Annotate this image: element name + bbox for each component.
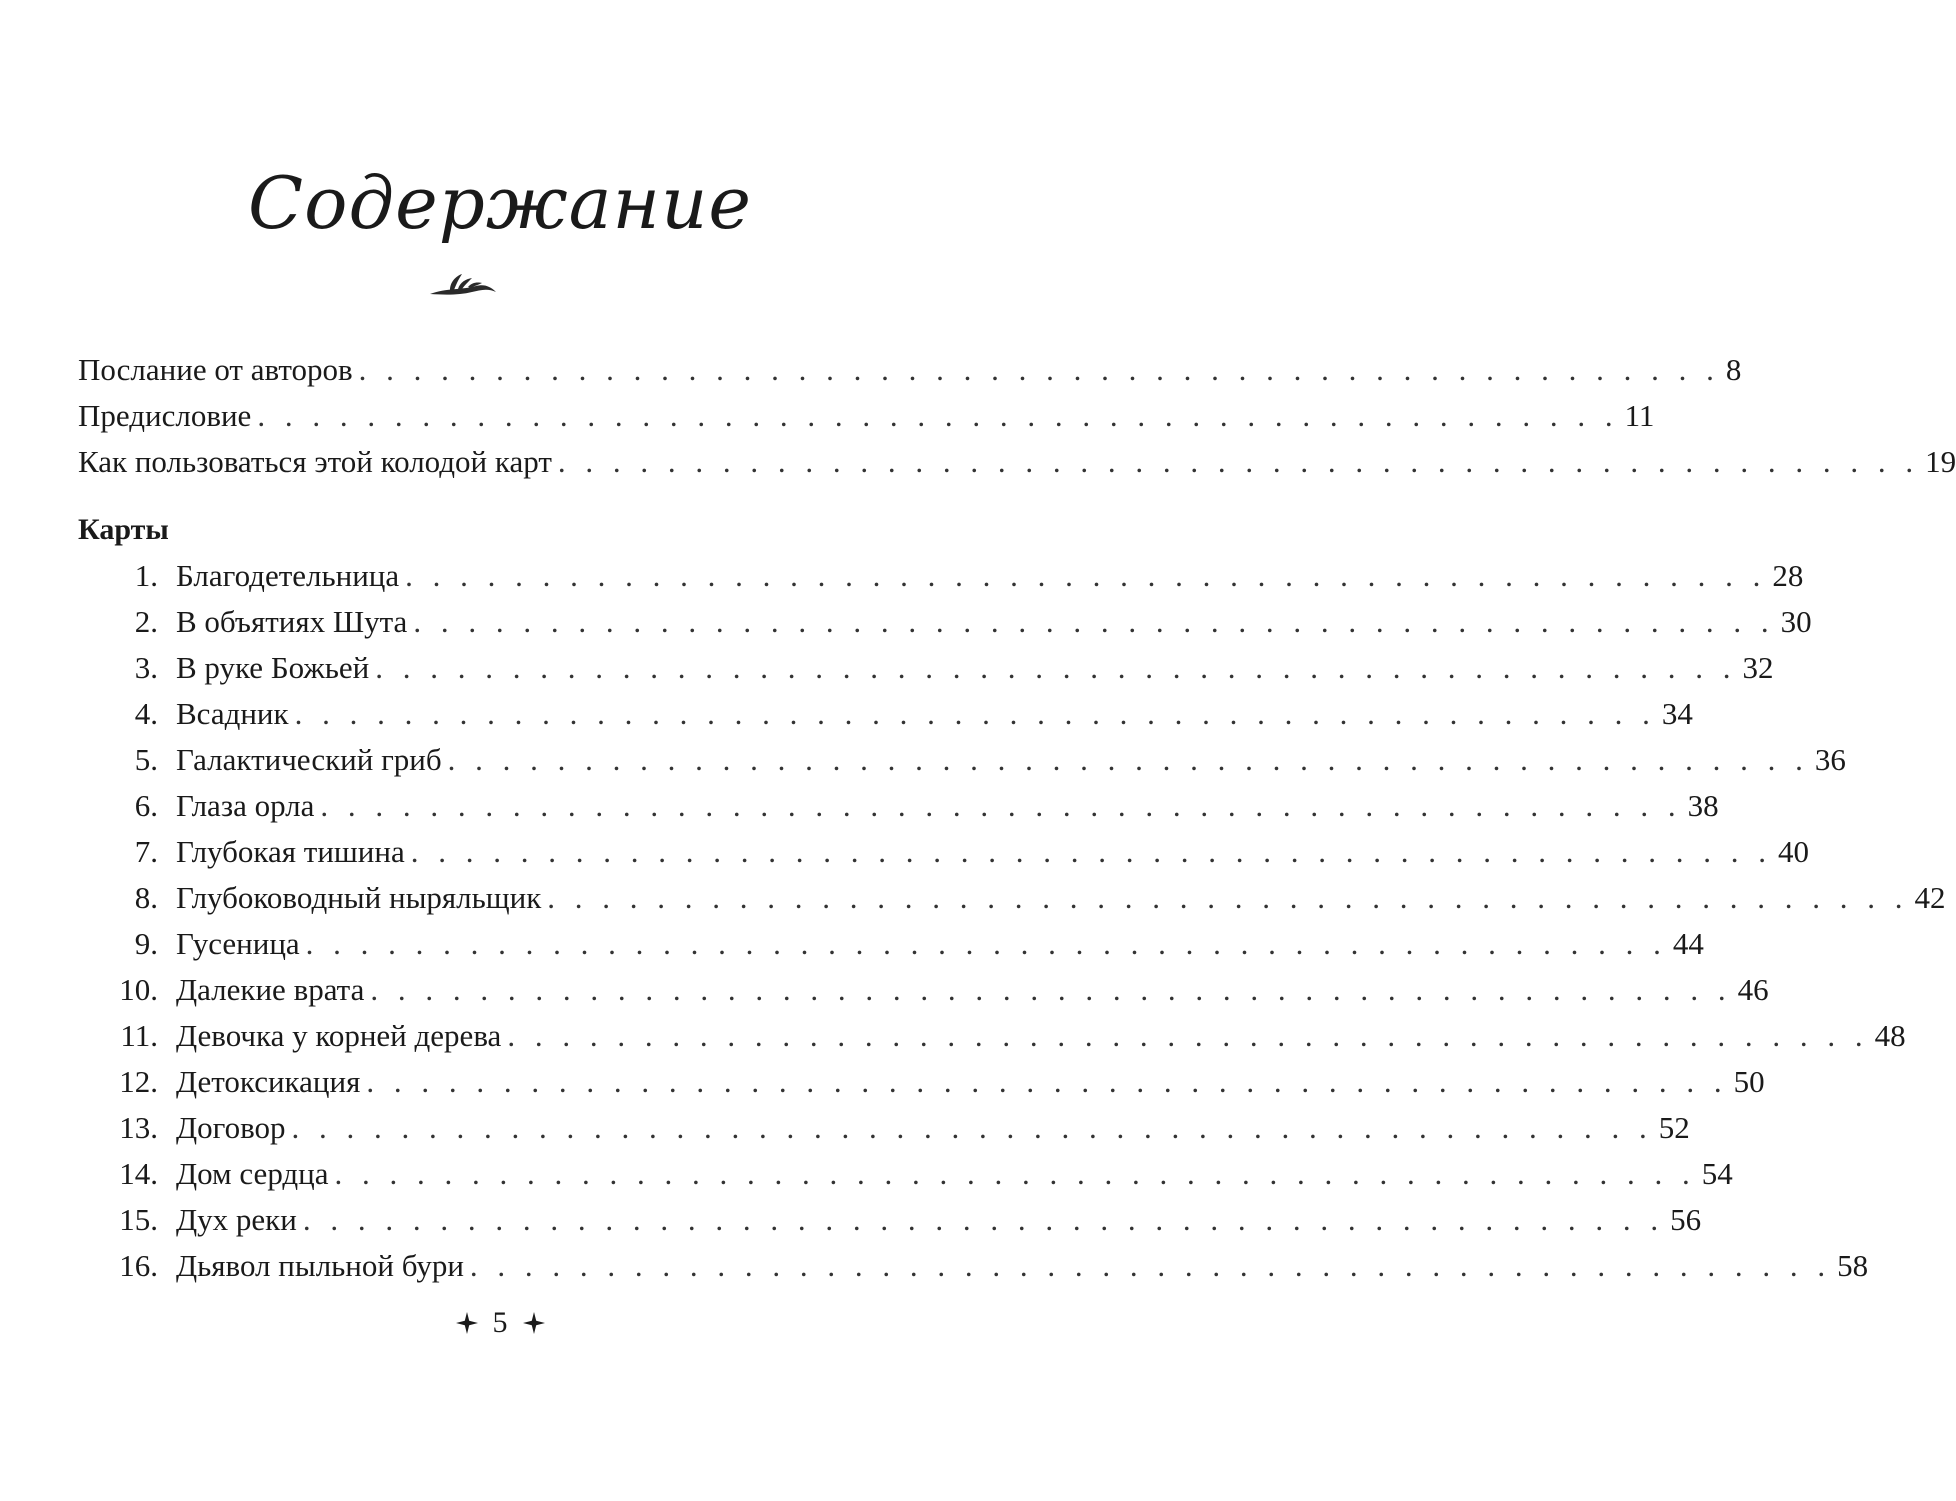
leader-dots: . . . . . . . . . . . . . . . . . . . . . . . . . . . . . . . . . . . . . . . . . . . . . . . . . . xyxy=(257,398,1619,433)
entry-number: 16. xyxy=(119,1248,158,1283)
entry-number: 11. xyxy=(120,1018,158,1053)
entry-page-number: 11 xyxy=(1624,398,1655,433)
entry-page-number: 42 xyxy=(1914,880,1946,915)
entry-number: 1. xyxy=(134,558,158,593)
four-point-star-icon xyxy=(455,1311,479,1335)
four-point-star-icon xyxy=(522,1311,546,1335)
entry-label: В руке Божьей xyxy=(176,650,370,685)
entry-label: Благодетельница xyxy=(176,558,400,593)
entry-page-number: 56 xyxy=(1670,1202,1702,1237)
entry-number: 4. xyxy=(134,696,158,731)
leader-dots: . . . . . . . . . . . . . . . . . . . . . . . . . . . . . . . . . . . . . . . . . . . . . . . . . . xyxy=(413,604,1775,639)
entry-number: 14. xyxy=(119,1156,158,1191)
toc-entry[interactable] xyxy=(78,1244,1869,1288)
toc-entry[interactable] xyxy=(78,1060,1765,1104)
toc-entry[interactable] xyxy=(78,646,1774,690)
entry-page-number: 46 xyxy=(1737,972,1769,1007)
leader-dots: . . . . . . . . . . . . . . . . . . . . . . . . . . . . . . . . . . . . . . . . . . . . . . . . . . xyxy=(405,558,1767,593)
entry-page-number: 48 xyxy=(1874,1018,1906,1053)
toc-entry[interactable] xyxy=(78,968,1769,1012)
entry-number: 7. xyxy=(134,834,158,869)
toc-entry[interactable] xyxy=(78,348,1742,392)
toc-entry[interactable] xyxy=(78,1198,1702,1242)
entry-page-number: 28 xyxy=(1772,558,1804,593)
entry-number: 9. xyxy=(134,926,158,961)
entry-label: Глубоководный ныряльщик xyxy=(176,880,542,915)
page-title: Содержание xyxy=(248,161,752,245)
entry-label: Далекие врата xyxy=(176,972,365,1007)
leader-dots: . . . . . . . . . . . . . . . . . . . . . . . . . . . . . . . . . . . . . . . . . . . . . . . . . . xyxy=(469,1248,1832,1283)
entry-page-number: 52 xyxy=(1658,1110,1690,1145)
toc-entry[interactable] xyxy=(78,1014,1906,1058)
section-heading: Карты xyxy=(78,513,169,546)
page-footer xyxy=(0,1306,1000,1340)
toc-entry[interactable] xyxy=(78,440,1956,484)
leader-dots: . . . . . . . . . . . . . . . . . . . . . . . . . . . . . . . . . . . . . . . . . . . . . . . . . . xyxy=(305,926,1667,961)
entry-page-number: 44 xyxy=(1672,926,1704,961)
entry-label: Глаза орла xyxy=(176,788,315,823)
entry-label: Детоксикация xyxy=(176,1064,361,1099)
entry-number: 8. xyxy=(134,880,158,915)
page-number: 5 xyxy=(492,1306,508,1339)
leader-dots: . . . . . . . . . . . . . . . . . . . . . . . . . . . . . . . . . . . . . . . . . . . . . . . . . . xyxy=(291,1110,1653,1145)
leader-dots: . . . . . . . . . . . . . . . . . . . . . . . . . . . . . . . . . . . . . . . . . . . . . . . . . . xyxy=(375,650,1737,685)
entry-page-number: 50 xyxy=(1733,1064,1765,1099)
entry-label: Гусеница xyxy=(176,926,300,961)
toc-entry[interactable] xyxy=(78,922,1704,966)
entry-page-number: 8 xyxy=(1725,352,1742,387)
toc-entry[interactable] xyxy=(78,394,1655,438)
entry-label: Послание от авторов xyxy=(78,352,353,387)
toc-entry[interactable] xyxy=(78,784,1719,828)
leader-dots: . . . . . . . . . . . . . . . . . . . . . . . . . . . . . . . . . . . . . . . . . . . . . . . . . . xyxy=(410,834,1772,869)
leader-dots: . . . . . . . . . . . . . . . . . . . . . . . . . . . . . . . . . . . . . . . . . . . . . . . . . . xyxy=(507,1018,1869,1053)
leader-dots: . . . . . . . . . . . . . . . . . . . . . . . . . . . . . . . . . . . . . . . . . . . . . . . . . . xyxy=(366,1064,1728,1099)
entry-label: Девочка у корней дерева xyxy=(176,1018,502,1053)
entry-page-number: 19 xyxy=(1925,444,1956,479)
entry-number: 10. xyxy=(119,972,158,1007)
entry-label: Галактический гриб xyxy=(176,742,442,777)
leader-dots: . . . . . . . . . . . . . . . . . . . . . . . . . . . . . . . . . . . . . . . . . . . . . . . . . . xyxy=(334,1156,1696,1191)
toc-entry[interactable] xyxy=(78,692,1693,736)
entry-label: Предисловие xyxy=(78,398,252,433)
entry-label: Дух реки xyxy=(176,1202,297,1237)
entry-label: Всадник xyxy=(176,696,289,731)
entry-page-number: 38 xyxy=(1687,788,1719,823)
entry-label: Договор xyxy=(176,1110,286,1145)
entry-page-number: 58 xyxy=(1837,1248,1869,1283)
entry-number: 2. xyxy=(134,604,158,639)
entry-number: 5. xyxy=(134,742,158,777)
entry-label: Как пользоваться этой колодой карт xyxy=(78,444,552,479)
toc-entry[interactable] xyxy=(78,1106,1690,1150)
entry-page-number: 40 xyxy=(1777,834,1809,869)
leader-dots: . . . . . . . . . . . . . . . . . . . . . . . . . . . . . . . . . . . . . . . . . . . . . . . . . . xyxy=(320,788,1682,823)
entry-number: 13. xyxy=(119,1110,158,1145)
entry-label: Дом сердца xyxy=(176,1156,329,1191)
toc-entry[interactable] xyxy=(78,554,1804,598)
entry-page-number: 34 xyxy=(1661,696,1693,731)
leader-dots: . . . . . . . . . . . . . . . . . . . . . . . . . . . . . . . . . . . . . . . . . . . . . . . . . . xyxy=(370,972,1732,1007)
entry-page-number: 30 xyxy=(1780,604,1812,639)
entry-page-number: 36 xyxy=(1814,742,1846,777)
entry-label: Глубокая тишина xyxy=(176,834,405,869)
entry-page-number: 54 xyxy=(1701,1156,1733,1191)
leaf-flourish-icon xyxy=(428,268,498,300)
toc-entry[interactable] xyxy=(78,876,1946,920)
toc-entry[interactable] xyxy=(78,600,1812,644)
entry-page-number: 32 xyxy=(1742,650,1774,685)
entry-number: 6. xyxy=(134,788,158,823)
entry-label: В объятиях Шута xyxy=(176,604,408,639)
entry-number: 15. xyxy=(119,1202,158,1237)
leader-dots: . . . . . . . . . . . . . . . . . . . . . . . . . . . . . . . . . . . . . . . . . . . . . . . . . . xyxy=(547,880,1909,915)
leader-dots: . . . . . . . . . . . . . . . . . . . . . . . . . . . . . . . . . . . . . . . . . . . . . . . . . . xyxy=(294,696,1656,731)
entry-label: Дьявол пыльной бури xyxy=(176,1248,464,1283)
toc-entry[interactable] xyxy=(78,830,1809,874)
toc-entry[interactable] xyxy=(78,1152,1733,1196)
leader-dots: . . . . . . . . . . . . . . . . . . . . . . . . . . . . . . . . . . . . . . . . . . . . . . . . . . xyxy=(302,1202,1665,1237)
leader-dots: . . . . . . . . . . . . . . . . . . . . . . . . . . . . . . . . . . . . . . . . . . . . . . . . . . xyxy=(447,742,1809,777)
toc-entry[interactable] xyxy=(78,738,1846,782)
leader-dots: . . . . . . . . . . . . . . . . . . . . . . . . . . . . . . . . . . . . . . . . . . . . . . . . . . xyxy=(358,352,1720,387)
entry-number: 3. xyxy=(134,650,158,685)
leader-dots: . . . . . . . . . . . . . . . . . . . . . . . . . . . . . . . . . . . . . . . . . . . . . . . . . . xyxy=(557,444,1920,479)
entry-number: 12. xyxy=(119,1064,158,1099)
